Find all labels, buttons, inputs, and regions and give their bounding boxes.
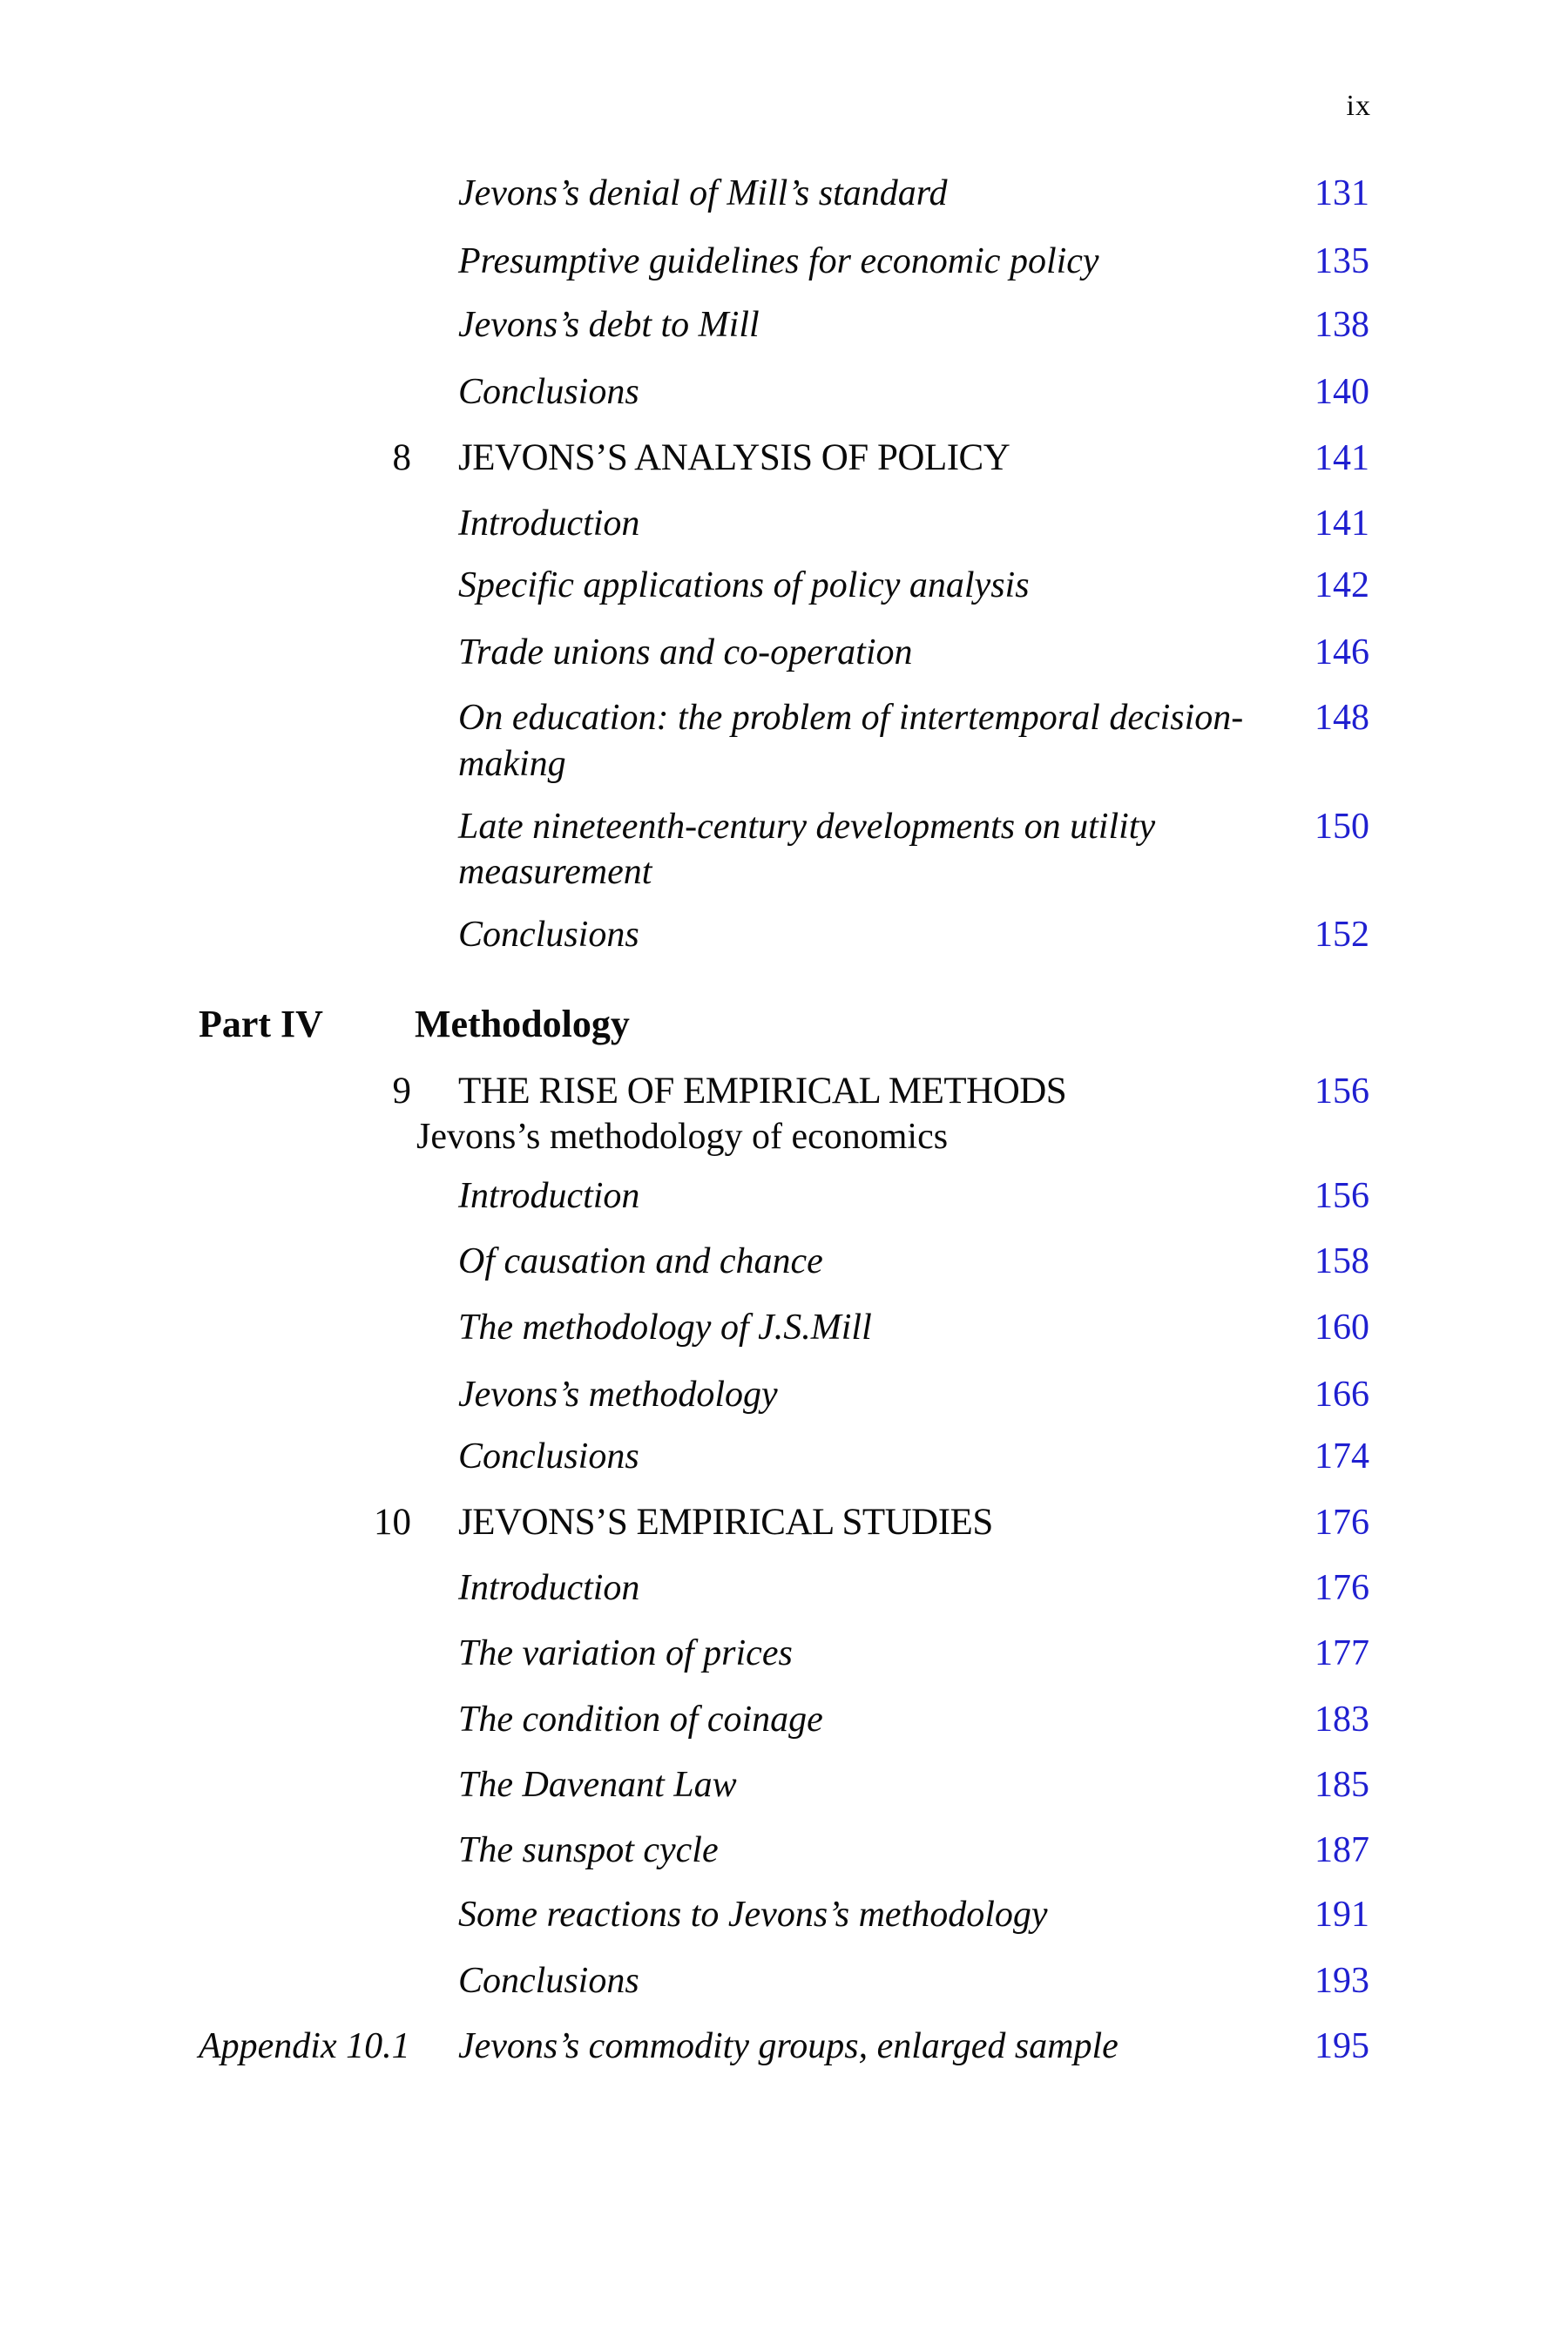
toc-entry-page[interactable]: 191 [1315,1895,1369,1935]
toc-row [0,1432,1568,1484]
chapter-title: JEVONS’S EMPIRICAL STUDIES [458,1502,993,1543]
toc-entry-page[interactable]: 195 [1315,2026,1369,2066]
toc-row [0,1237,1568,1289]
toc-entry-page[interactable]: 138 [1315,305,1369,345]
toc-entry: Conclusions [458,915,639,955]
chapter-number: 8 [392,437,411,478]
toc-entry-page[interactable]: 152 [1315,915,1369,955]
toc-entry: Introduction [458,504,640,544]
toc-row [0,740,1568,792]
toc-row [0,1695,1568,1747]
toc-entry: Jevons’s denial of Mill’s standard [458,173,948,213]
toc-chapter-row [0,1067,1568,1119]
toc-entry-page[interactable]: 140 [1315,372,1369,412]
toc-entry: The condition of coinage [458,1700,823,1740]
toc-row [0,1303,1568,1355]
toc-entry: Jevons’s debt to Mill [458,305,760,345]
toc-row [0,1629,1568,1681]
toc-entry-page[interactable]: 142 [1315,565,1369,605]
toc-entry-page[interactable]: 156 [1315,1071,1369,1112]
toc-entry-page[interactable]: 185 [1315,1765,1369,1805]
toc-row [0,1826,1568,1878]
toc-entry-page[interactable]: 183 [1315,1700,1369,1740]
toc-row [0,1172,1568,1224]
toc-entry: Jevons’s commodity groups, enlarged sample [458,2026,1119,2066]
toc-entry-continuation: making [458,744,566,784]
toc-entry-page[interactable]: 148 [1315,698,1369,738]
appendix-label: Appendix 10.1 [199,2026,410,2066]
chapter-number: 10 [374,1502,411,1543]
toc-entry: Trade unions and co-operation [458,632,913,672]
toc-entry: Specific applications of policy analysis [458,565,1030,605]
toc-chapter-row [0,1498,1568,1551]
toc-entry-page[interactable]: 187 [1315,1830,1369,1870]
toc-entry: Introduction [458,1176,640,1216]
toc-chapter-row [0,434,1568,486]
toc-row [0,1761,1568,1813]
toc-entry-page[interactable]: 177 [1315,1633,1369,1673]
toc-appendix-row [0,2022,1568,2074]
toc-entry-page[interactable]: 166 [1315,1375,1369,1415]
toc-entry-continuation: measurement [458,852,652,892]
toc-row [0,561,1568,613]
toc-row [0,1957,1568,2009]
toc-row [0,1890,1568,1943]
toc-part-row [0,1000,1568,1052]
toc-row [0,848,1568,900]
toc-row [0,368,1568,420]
toc-entry-page[interactable]: 176 [1315,1503,1369,1543]
toc-row [0,499,1568,551]
page-folio: ix [1346,90,1371,122]
part-label: Part IV [199,1003,323,1045]
toc-entry-page[interactable]: 146 [1315,632,1369,672]
toc-entry-page[interactable]: 176 [1315,1568,1369,1608]
toc-entry: The sunspot cycle [458,1830,719,1870]
toc-entry-page[interactable]: 135 [1315,241,1369,281]
toc-row [0,1564,1568,1616]
chapter-number: 9 [392,1071,411,1112]
toc-row [0,301,1568,353]
toc-entry: Conclusions [458,1961,639,2001]
toc-entry: Of causation and chance [458,1241,823,1281]
toc-entry: Jevons’s methodology [458,1375,778,1415]
toc-entry: Conclusions [458,372,639,412]
toc-entry-page[interactable]: 174 [1315,1436,1369,1477]
toc-row [0,628,1568,680]
chapter-title: THE RISE OF EMPIRICAL METHODS [458,1071,1067,1112]
chapter-title: JEVONS’S ANALYSIS OF POLICY [458,437,1010,478]
toc-entry-page[interactable]: 158 [1315,1241,1369,1281]
part-heading: Methodology [415,1003,630,1045]
toc-row [0,169,1568,221]
toc-row [0,910,1568,963]
toc-entry: Conclusions [458,1436,639,1477]
toc-entry: Introduction [458,1568,640,1608]
toc-entry-page[interactable]: 150 [1315,807,1369,847]
toc-entry: The methodology of J.S.Mill [458,1308,872,1348]
toc-entry: Some reactions to Jevons’s methodology [458,1895,1048,1935]
toc-entry-page[interactable]: 160 [1315,1308,1369,1348]
toc-entry: The variation of prices [458,1633,793,1673]
toc-entry: Presumptive guidelines for economic policy [458,241,1099,281]
toc-entry: The Davenant Law [458,1765,737,1805]
toc-entry-page[interactable]: 141 [1315,504,1369,544]
toc-entry-page[interactable]: 131 [1315,173,1369,213]
toc-entry: On education: the problem of intertemporal decision- [458,698,1244,738]
toc-entry-page[interactable]: 141 [1315,438,1369,478]
toc-row [0,693,1568,746]
toc-entry: Late nineteenth-century developments on utility [458,807,1156,847]
toc-row [0,237,1568,289]
toc-entry-page[interactable]: 193 [1315,1961,1369,2001]
toc-entry-page[interactable]: 156 [1315,1176,1369,1216]
chapter-subtitle: Jevons’s methodology of economics [416,1117,949,1157]
toc-row [0,1112,1568,1165]
toc-row [0,1370,1568,1423]
toc-row [0,802,1568,855]
